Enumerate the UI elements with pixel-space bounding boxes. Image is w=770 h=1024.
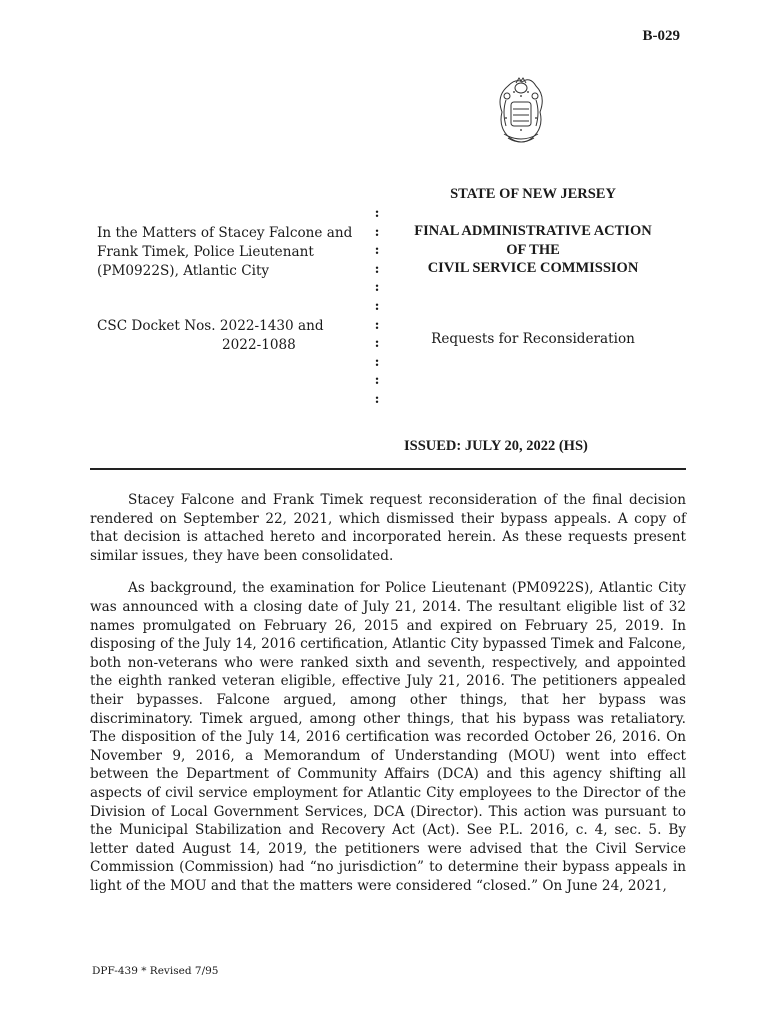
body-paragraph: Stacey Falcone and Frank Timek request reconsideration of the final decision rendered on September 22, 2021, which dismissed their bypass appeals. A copy of that decision is attached hereto and incorporated herein. As these requests present similar issues, they have been consolidated. <box>90 492 686 564</box>
colon: : <box>374 336 380 352</box>
colon: : <box>374 243 380 259</box>
colon: : <box>374 373 380 389</box>
colon: : <box>374 280 380 296</box>
colon: : <box>374 391 380 407</box>
action-title <box>380 222 686 278</box>
new-jersey-state-seal-icon <box>492 72 550 150</box>
caption-line: Frank Timek, Police Lieutenant <box>97 244 314 260</box>
action-title-line: FINAL ADMINISTRATIVE ACTION <box>414 223 652 239</box>
form-footer: DPF-439 * Revised 7/95 <box>92 965 219 977</box>
page-id: B-029 <box>642 28 680 44</box>
caption-line: (PM0922S), Atlantic City <box>97 263 270 279</box>
colon: : <box>374 261 380 277</box>
issued-date: ISSUED: JULY 20, 2022 (HS) <box>404 438 588 454</box>
docket-numbers-line-1: CSC Docket Nos. 2022-1430 and <box>97 318 324 334</box>
requests-subtitle: Requests for Reconsideration <box>431 331 635 347</box>
action-title-line: CIVIL SERVICE COMMISSION <box>427 260 639 276</box>
colon: : <box>374 206 380 221</box>
colon: : <box>374 354 380 370</box>
colon: : <box>374 298 380 314</box>
body-paragraph: As background, the examination for Police Lieutenant (PM0922S), Atlantic City was announced with a closing date of July 21, 2014. The resultant eligible list of 32 names promulgated on February 26, 2015 and expired on February 25, 2019. In disposing of the July 14, 2016 certification, Atlantic City bypassed Timek and Falcone, both non-veterans who were ranked sixth and seventh, respectively, and appointed the eighth ranked veteran eligible, effective July 21, 2016. The petitioners appealed their bypasses. Falcone argued, among other things, that her bypass was discriminatory. Timek argued, among other things, that his bypass was retaliatory. The disposition of the July 14, 2016 certification was recorded October 26, 2016. On November 9, 2016, a Memorandum of Understanding (MOU) went into effect between the Department of Community Affairs (DCA) and this agency shifting all aspects of civil service employment for Atlantic City employees to the Director of the Division of Local Government Services, DCA (Director). This action was pursuant to the Municipal Stabilization and Recovery Act (Act). See P.L. 2016, c. 4, sec. 5. By letter dated August 14, 2019, the petitioners were advised that the Civil Service Commission (Commission) had “no jurisdiction” to determine their bypass appeals in light of the MOU and that the matters were considered “closed.” On June 24, 2021, <box>90 580 686 894</box>
colon: : <box>374 224 380 240</box>
docket-numbers-line-2: 2022-1088 <box>222 337 296 353</box>
case-caption <box>97 224 367 281</box>
state-heading: STATE OF NEW JERSEY <box>450 186 616 202</box>
header-rule <box>90 468 686 470</box>
colon: : <box>374 317 380 333</box>
action-title-line: OF THE <box>506 241 560 258</box>
decision-body <box>90 491 686 909</box>
caption-line: In the Matters of Stacey Falcone and <box>97 225 353 241</box>
